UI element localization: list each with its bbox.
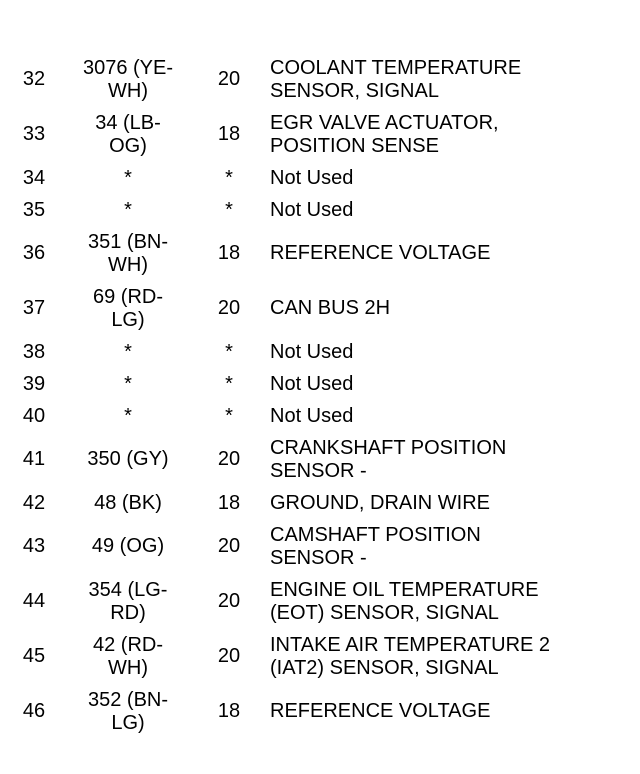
- wire-circuit-color-text: 42 (RD- WH): [92, 633, 163, 679]
- wire-circuit-color: [68, 519, 188, 574]
- cavity-number-text: 41: [22, 448, 46, 470]
- wire-circuit-color: [68, 52, 188, 107]
- pinout-table-body: [0, 52, 640, 739]
- wire-gauge: [188, 281, 270, 336]
- circuit-function-text: REFERENCE VOLTAGE: [270, 700, 491, 722]
- wire-gauge: [188, 162, 270, 194]
- circuit-function: [270, 400, 640, 432]
- table-row: [0, 162, 640, 194]
- table-row: [0, 107, 640, 162]
- table-row: [0, 487, 640, 519]
- wire-gauge-text: *: [225, 340, 233, 363]
- wire-gauge-text: 18: [217, 242, 241, 264]
- cavity-number-text: 36: [22, 242, 46, 264]
- table-row: [0, 629, 640, 684]
- wire-gauge-text: 18: [217, 123, 241, 145]
- circuit-function: [270, 52, 640, 107]
- cavity-number: [0, 281, 68, 336]
- wire-gauge: [188, 487, 270, 519]
- wire-circuit-color-text: *: [124, 404, 132, 427]
- circuit-function-text: Not Used: [270, 340, 354, 363]
- circuit-function-text: Not Used: [270, 404, 354, 427]
- circuit-function-text: INTAKE AIR TEMPERATURE 2 (IAT2) SENSOR, SIGNAL: [270, 633, 551, 679]
- circuit-function: [270, 194, 640, 226]
- wire-circuit-color: [68, 574, 188, 629]
- circuit-function: [270, 487, 640, 519]
- cavity-number-text: 46: [22, 700, 46, 722]
- cavity-number: [0, 368, 68, 400]
- wire-circuit-color: [68, 162, 188, 194]
- wire-gauge-text: *: [225, 198, 233, 221]
- wire-circuit-color: [68, 107, 188, 162]
- wire-circuit-color: [68, 684, 188, 739]
- circuit-function-text: CRANKSHAFT POSITION SENSOR -: [270, 436, 507, 482]
- wire-circuit-color: [68, 400, 188, 432]
- cavity-number: [0, 487, 68, 519]
- cavity-number: [0, 52, 68, 107]
- circuit-function: [270, 519, 640, 574]
- wire-circuit-color-text: 49 (OG): [91, 535, 165, 557]
- wire-gauge: [188, 684, 270, 739]
- wire-circuit-color-text: *: [124, 198, 132, 221]
- wire-circuit-color: [68, 368, 188, 400]
- wire-circuit-color-text: *: [124, 372, 132, 395]
- cavity-number: [0, 162, 68, 194]
- table-row: [0, 574, 640, 629]
- cavity-number-text: 45: [22, 645, 46, 667]
- wire-gauge-text: 20: [217, 645, 241, 667]
- circuit-function: [270, 574, 640, 629]
- circuit-function: [270, 432, 640, 487]
- wire-gauge: [188, 336, 270, 368]
- wire-circuit-color-text: 48 (BK): [94, 491, 162, 514]
- cavity-number-text: 43: [22, 535, 46, 557]
- wire-gauge: [188, 400, 270, 432]
- table-row: [0, 336, 640, 368]
- circuit-function: [270, 226, 640, 281]
- wire-circuit-color-text: 351 (BN- WH): [87, 230, 169, 276]
- cavity-number: [0, 519, 68, 574]
- cavity-number-text: 40: [22, 404, 46, 427]
- cavity-number-text: 44: [22, 590, 46, 612]
- cavity-number: [0, 574, 68, 629]
- circuit-function: [270, 162, 640, 194]
- table-row: [0, 194, 640, 226]
- table-row: [0, 432, 640, 487]
- wire-gauge-text: 20: [217, 297, 241, 319]
- circuit-function-text: REFERENCE VOLTAGE: [270, 242, 491, 264]
- circuit-function-text: CAMSHAFT POSITION SENSOR -: [270, 523, 481, 569]
- wire-gauge-text: 20: [217, 68, 241, 90]
- table-row: [0, 281, 640, 336]
- wire-circuit-color: [68, 194, 188, 226]
- wire-gauge: [188, 519, 270, 574]
- wire-gauge-text: 20: [217, 535, 241, 557]
- wire-circuit-color-text: *: [124, 340, 132, 363]
- wire-gauge: [188, 574, 270, 629]
- wire-circuit-color: [68, 281, 188, 336]
- connector-pinout-table: [0, 52, 640, 739]
- wire-circuit-color: [68, 629, 188, 684]
- wire-circuit-color-text: 34 (LB- OG): [95, 111, 161, 157]
- cavity-number: [0, 400, 68, 432]
- circuit-function-text: EGR VALVE ACTUATOR, POSITION SENSE: [270, 111, 499, 157]
- cavity-number: [0, 226, 68, 281]
- table-row: [0, 519, 640, 574]
- cavity-number: [0, 432, 68, 487]
- wire-gauge-text: 18: [217, 491, 241, 514]
- circuit-function: [270, 629, 640, 684]
- wire-circuit-color: [68, 487, 188, 519]
- wire-circuit-color: [68, 226, 188, 281]
- wire-gauge: [188, 107, 270, 162]
- table-row: [0, 368, 640, 400]
- circuit-function: [270, 684, 640, 739]
- wire-circuit-color-text: 69 (RD- LG): [92, 285, 163, 331]
- circuit-function-text: Not Used: [270, 198, 354, 221]
- circuit-function-text: COOLANT TEMPERATURE SENSOR, SIGNAL: [270, 56, 522, 102]
- table-row: [0, 400, 640, 432]
- cavity-number-text: 32: [22, 68, 46, 90]
- table-row: [0, 684, 640, 739]
- cavity-number: [0, 684, 68, 739]
- wire-gauge: [188, 52, 270, 107]
- cavity-number: [0, 629, 68, 684]
- wire-gauge: [188, 194, 270, 226]
- wire-circuit-color-text: 354 (LG- RD): [88, 578, 168, 624]
- circuit-function: [270, 107, 640, 162]
- circuit-function: [270, 368, 640, 400]
- wire-gauge-text: *: [225, 372, 233, 395]
- cavity-number-text: 37: [22, 297, 46, 319]
- wire-circuit-color-text: 3076 (YE- WH): [82, 56, 174, 102]
- wire-circuit-color-text: 350 (GY): [87, 448, 169, 470]
- wire-circuit-color-text: *: [124, 166, 132, 189]
- cavity-number: [0, 194, 68, 226]
- wire-circuit-color: [68, 336, 188, 368]
- cavity-number-text: 39: [22, 372, 46, 395]
- wire-circuit-color-text: 352 (BN- LG): [87, 688, 169, 734]
- wire-gauge: [188, 226, 270, 281]
- wire-gauge-text: *: [225, 166, 233, 189]
- cavity-number: [0, 336, 68, 368]
- cavity-number-text: 38: [22, 340, 46, 363]
- cavity-number: [0, 107, 68, 162]
- table-row: [0, 226, 640, 281]
- wire-gauge-text: *: [225, 404, 233, 427]
- cavity-number-text: 34: [22, 166, 46, 189]
- wire-gauge-text: 20: [217, 448, 241, 470]
- cavity-number-text: 42: [22, 491, 46, 514]
- circuit-function: [270, 336, 640, 368]
- circuit-function-text: CAN BUS 2H: [270, 297, 391, 319]
- cavity-number-text: 35: [22, 198, 46, 221]
- circuit-function-text: Not Used: [270, 372, 354, 395]
- table-row: [0, 52, 640, 107]
- circuit-function-text: ENGINE OIL TEMPERATURE (EOT) SENSOR, SIGNAL: [270, 578, 539, 624]
- wire-gauge: [188, 368, 270, 400]
- wire-gauge-text: 20: [217, 590, 241, 612]
- wire-gauge: [188, 629, 270, 684]
- wire-gauge: [188, 432, 270, 487]
- circuit-function-text: GROUND, DRAIN WIRE: [270, 491, 490, 514]
- wire-circuit-color: [68, 432, 188, 487]
- circuit-function-text: Not Used: [270, 166, 354, 189]
- circuit-function: [270, 281, 640, 336]
- cavity-number-text: 33: [22, 123, 46, 145]
- wire-gauge-text: 18: [217, 700, 241, 722]
